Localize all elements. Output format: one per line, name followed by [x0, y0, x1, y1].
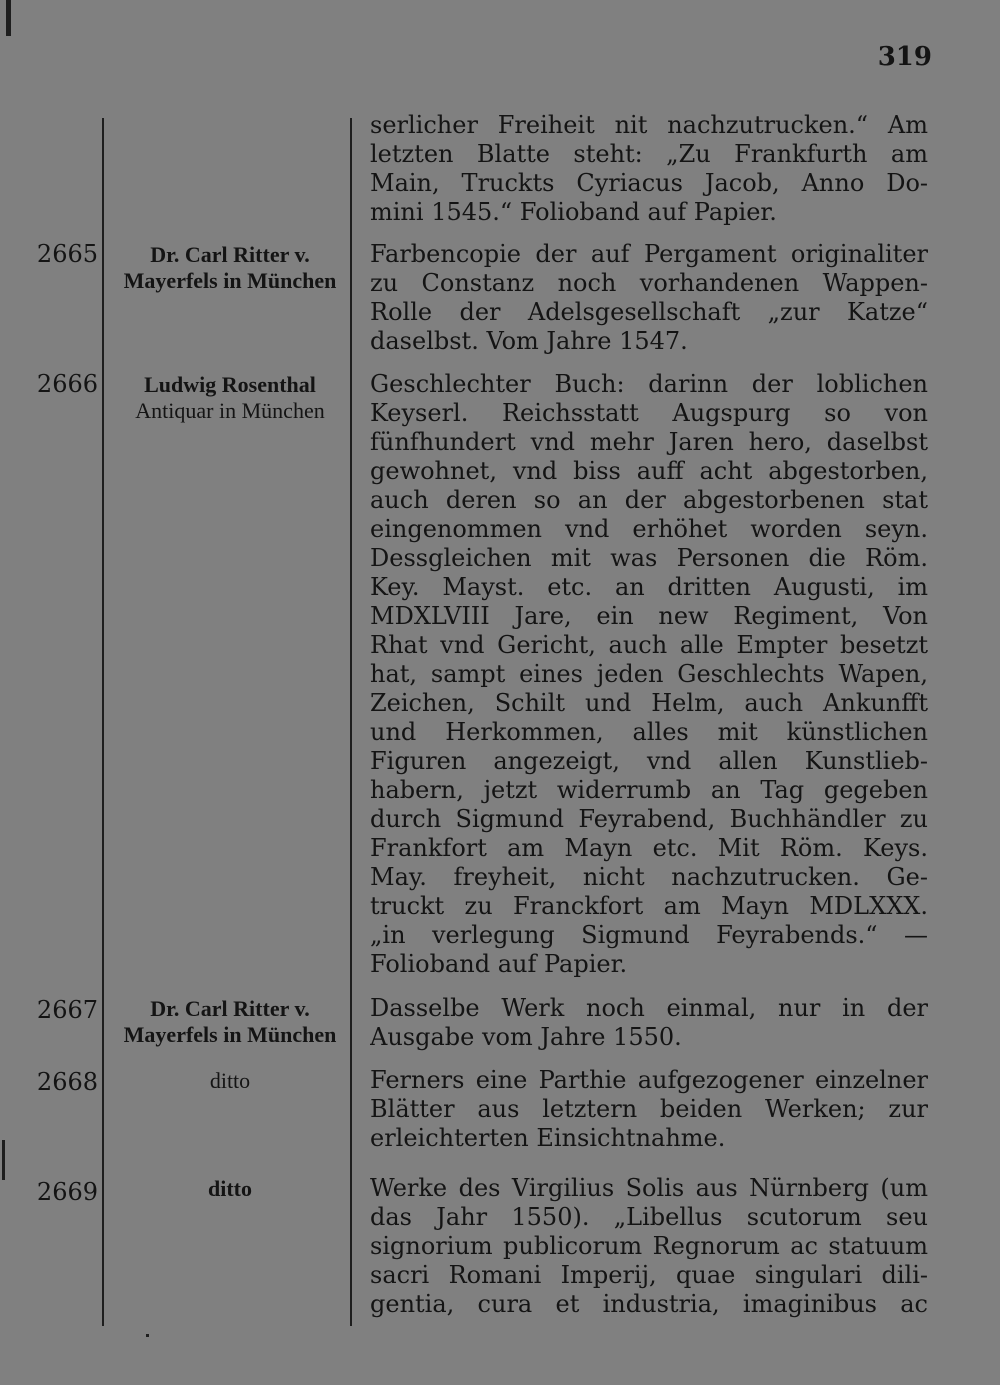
- entry-description: [370, 994, 928, 1052]
- text-line: durch Sigmund Feyrabend, Buchhändler zu: [370, 805, 928, 833]
- text-line: habern, jetzt widerrumb an Tag gegeben: [370, 776, 928, 804]
- text-line: erleichterten Einsichtnahme.: [370, 1124, 726, 1152]
- text-line: Rhat vnd Gericht, auch alle Empter besetzt: [370, 631, 928, 659]
- text-line: zu Constanz noch vorhandenen Wappen-: [370, 269, 928, 297]
- entry-owner: [110, 996, 350, 1048]
- text-line: „in verlegung Sigmund Feyrabends.“ —: [370, 921, 928, 949]
- text-line: Figuren angezeigt, vnd allen Kunstlieb-: [370, 747, 928, 775]
- text-line: auch deren so an der abgestorbenen stat: [370, 486, 928, 514]
- entry-number: 2666: [36, 370, 98, 398]
- text-line: und Herkommen, alles mit künstlichen: [370, 718, 928, 746]
- entry-owner: [110, 372, 350, 424]
- text-line: Main, Truckts Cyriacus Jacob, Anno Do-: [370, 169, 928, 197]
- text-line: Frankfort am Mayn etc. Mit Röm. Keys.: [370, 834, 928, 862]
- text-line: Werke des Virgilius Solis aus Nürnberg (um: [370, 1174, 928, 1202]
- text-line: truckt zu Franckfort am Mayn MDLXXX.: [370, 892, 928, 920]
- scan-edge-mark: [2, 1140, 5, 1180]
- text-line: Ausgabe vom Jahre 1550.: [370, 1023, 682, 1051]
- owner-line: Mayerfels in München: [123, 268, 337, 293]
- entry-description: [370, 240, 928, 356]
- text-line: letzten Blatte steht: „Zu Frankfurth am: [370, 140, 928, 168]
- text-line: Dasselbe Werk noch einmal, nur in der: [370, 994, 928, 1022]
- text-line: gewohnet, vnd biss auff acht abgestorben,: [370, 457, 928, 485]
- entry-number: 2667: [36, 996, 98, 1024]
- entry-number: 2669: [36, 1178, 98, 1206]
- text-line: fünfhundert vnd mehr Jaren hero, daselbst: [370, 428, 928, 456]
- text-line: sacri Romani Imperij, quae singulari dili-: [370, 1261, 928, 1289]
- text-line: das Jahr 1550). „Libellus scutorum seu: [370, 1203, 928, 1231]
- text-line: Rolle der Adelsgesellschaft „zur Katze“: [370, 298, 928, 326]
- text-line: gentia, cura et industria, imaginibus ac: [370, 1290, 928, 1318]
- page-number: 319: [877, 42, 932, 72]
- text-line: Folioband auf Papier.: [370, 950, 628, 978]
- text-line: Key. Mayst. etc. an dritten Augusti, im: [370, 573, 928, 601]
- text-line: serlicher Freiheit nit nachzutrucken.“ Am: [370, 111, 928, 139]
- text-line: May. freyheit, nicht nachzutrucken. Ge-: [370, 863, 928, 891]
- entry-description: [370, 370, 928, 979]
- text-line: eingenommen vnd erhöhet worden seyn.: [370, 515, 928, 543]
- entry-description: [370, 1174, 928, 1319]
- entry-number: 2668: [36, 1068, 98, 1096]
- owner-line: ditto: [209, 1068, 251, 1093]
- text-line: Dessgleichen mit was Personen die Röm.: [370, 544, 928, 572]
- text-line: Ferners eine Parthie aufgezogener einzelner: [370, 1066, 928, 1094]
- entry-owner: [110, 242, 350, 294]
- scan-speck: [146, 1334, 149, 1337]
- column-divider-left: [102, 118, 104, 1326]
- owner-line: Mayerfels in München: [123, 1022, 337, 1047]
- text-line: Farbencopie der auf Pergament originaliter: [370, 240, 928, 268]
- text-line: Blätter aus letztern beiden Werken; zur: [370, 1095, 928, 1123]
- entry-number: 2665: [36, 240, 98, 268]
- owner-line: Dr. Carl Ritter v.: [150, 242, 310, 267]
- text-line: mini 1545.“ Folioband auf Papier.: [370, 198, 777, 226]
- entry-description: [370, 1066, 928, 1153]
- owner-line: ditto: [208, 1176, 252, 1201]
- owner-line: Ludwig Rosenthal: [144, 372, 316, 397]
- column-divider-right: [350, 118, 352, 1326]
- text-line: signorium publicorum Regnorum ac statuum: [370, 1232, 928, 1260]
- entry-owner: [110, 1176, 350, 1202]
- scan-edge-mark: [6, 0, 11, 36]
- text-line: MDXLVIII Jare, ein new Regiment, Von: [370, 602, 928, 630]
- owner-line: Dr. Carl Ritter v.: [150, 996, 310, 1021]
- text-line: Geschlechter Buch: darinn der loblichen: [370, 370, 928, 398]
- continuation-text: [370, 111, 928, 227]
- entry-owner: [110, 1068, 350, 1094]
- text-line: hat, sampt eines jeden Geschlechts Wapen,: [370, 660, 928, 688]
- text-line: Zeichen, Schilt und Helm, auch Ankunfft: [370, 689, 928, 717]
- text-line: Keyserl. Reichsstatt Augspurg so von: [370, 399, 928, 427]
- text-line: daselbst. Vom Jahre 1547.: [370, 327, 688, 355]
- owner-line: Antiquar in München: [135, 398, 325, 423]
